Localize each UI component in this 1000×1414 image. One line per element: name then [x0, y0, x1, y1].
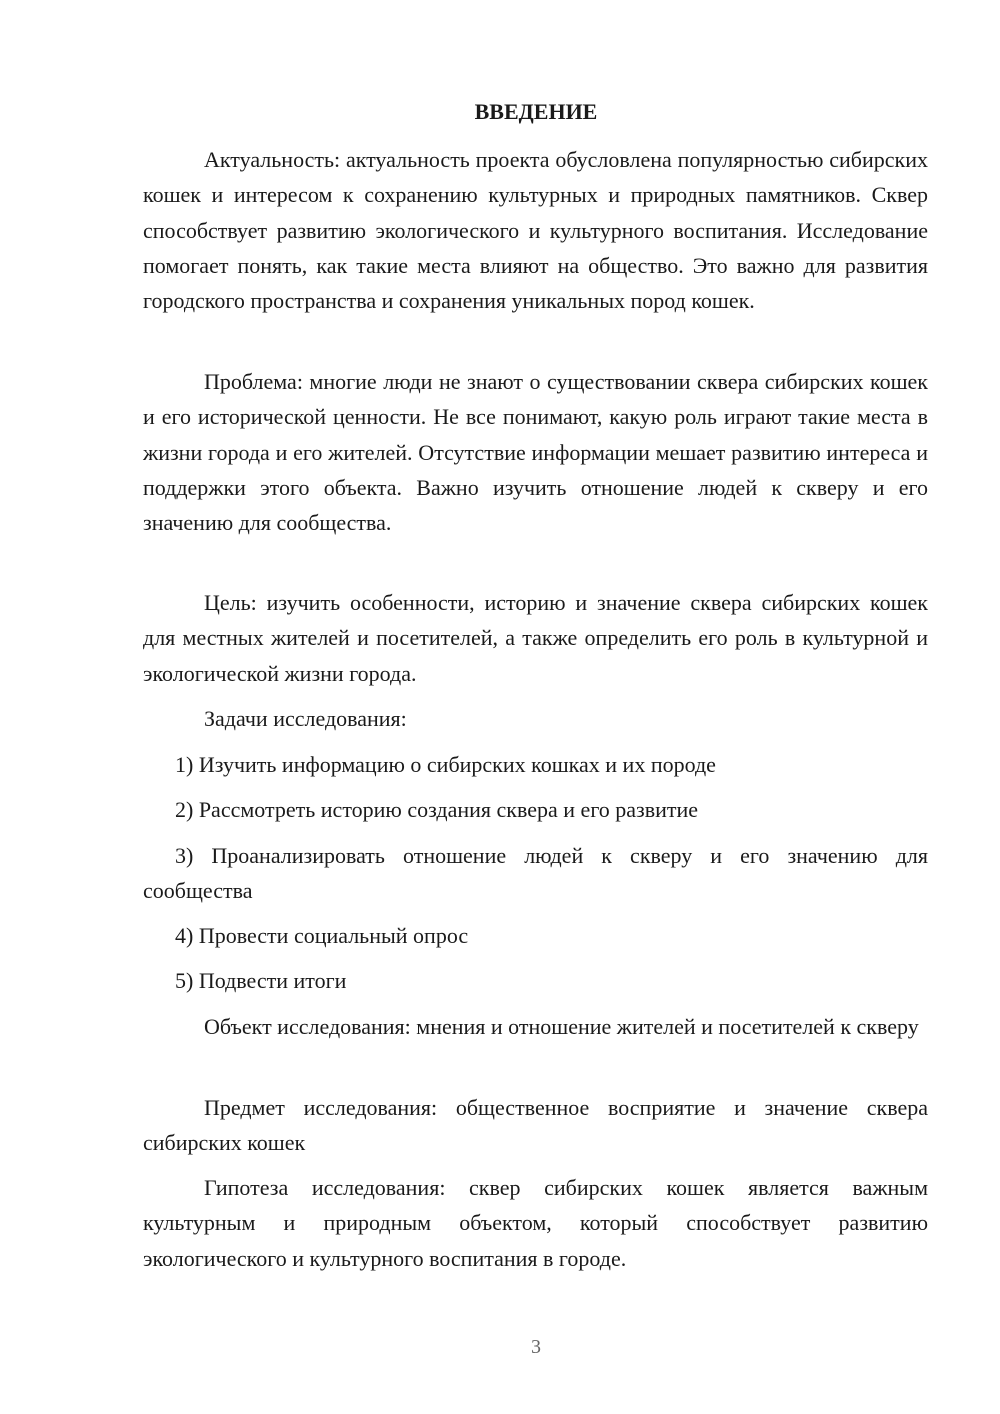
task-item-5: 5) Подвести итоги: [175, 968, 347, 993]
paragraph-problem: Проблема: многие люди не знают о существовании сквера сибирских кошек и его исторической ценности. Не все понимают, какую роль играют такие места в жизни города и его жителей. Отсутствие информации мешает развитию интереса и поддержки этого объекта. Важно изучить отношение людей к скверу и его значению для сообщества.: [143, 369, 928, 536]
paragraph-object: Объект исследования: мнения и отношение жителей и посетителей к скверу: [204, 1014, 919, 1039]
task-item-3: 3) Проанализировать отношение людей к скверу и его значению для сообщества: [143, 843, 928, 904]
task-item-1: 1) Изучить информацию о сибирских кошках и их породе: [175, 752, 716, 777]
paragraph-relevance: Актуальность: актуальность проекта обусловлена популярностью сибирских кошек и интересом к сохранению культурных и природных памятников. Сквер способствует развитию экологического и культурного воспитания. Исследование помогает понять, как такие места влияют на общество. Это важно для развития городского пространства и сохранения уникальных пород кошек.: [143, 147, 928, 314]
tasks-heading: Задачи исследования:: [204, 706, 407, 731]
page-title: ВВЕДЕНИЕ: [474, 99, 598, 124]
paragraph-goal: Цель: изучить особенности, историю и значение сквера сибирских кошек для местных жителей и посетителей, а также определить его роль в культурной и экологической жизни города.: [143, 590, 928, 686]
paragraph-hypothesis: Гипотеза исследования: сквер сибирских кошек является важным культурным и природным объектом, который способствует развитию экологического и культурного воспитания в городе.: [143, 1175, 928, 1271]
task-item-4: 4) Провести социальный опрос: [175, 923, 469, 948]
paragraph-subject: Предмет исследования: общественное восприятие и значение сквера сибирских кошек: [143, 1095, 928, 1156]
task-item-2: 2) Рассмотреть историю создания сквера и его развитие: [175, 797, 699, 822]
page-number: 3: [531, 1336, 541, 1358]
